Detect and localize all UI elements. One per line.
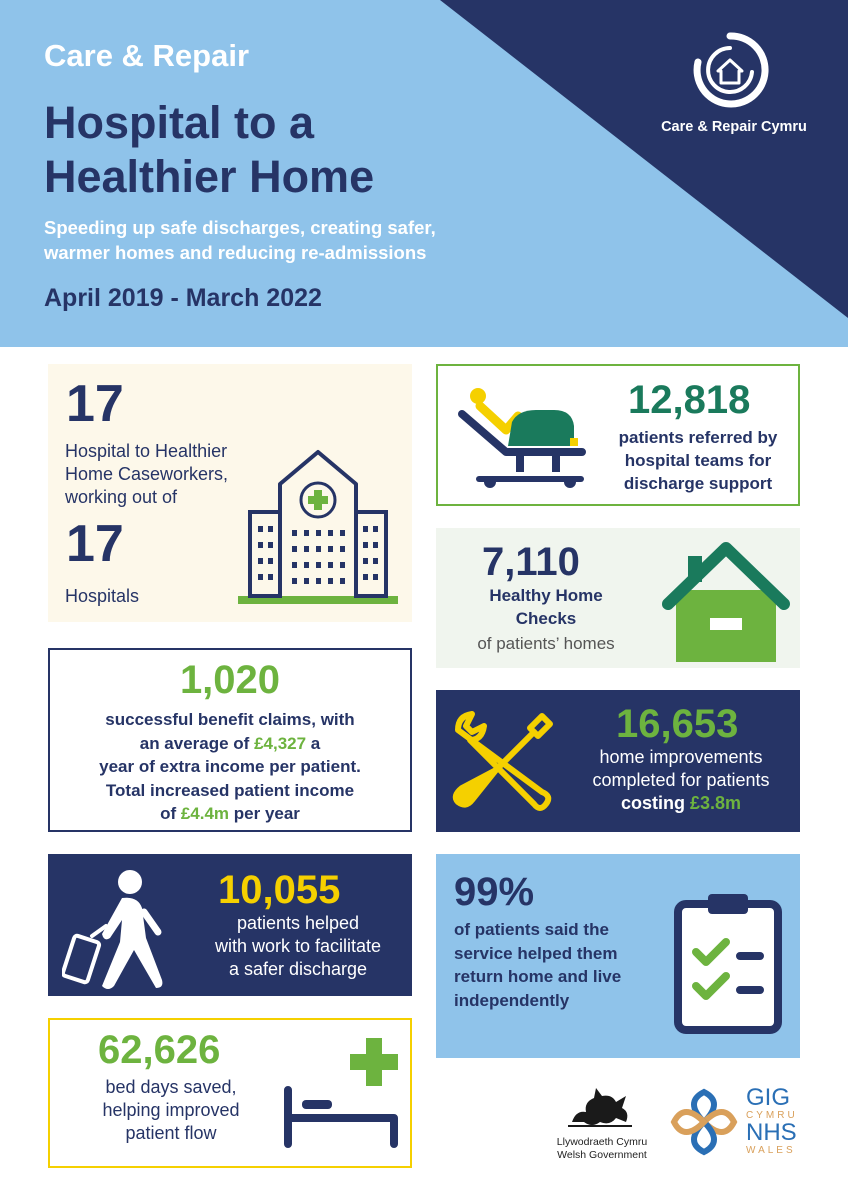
benefit-claims-card [48,648,412,832]
hospital-building-icon [234,446,402,608]
page-subtitle: Speeding up safe discharges, creating safer, warmer homes and reducing re-admissions [44,217,436,263]
improvements-label: home improvements completed for patients costing £3.8m [592,747,770,813]
tools-icon [450,708,558,816]
referrals-card [436,364,800,506]
clipboard-checklist-icon [672,890,784,1036]
checks-value: 7,110 [482,540,580,584]
average-amount: £4,327 [254,733,307,753]
home-improvements-card [436,690,800,832]
patient-stretcher-icon [456,386,586,490]
referrals-value: 12,818 [628,378,751,422]
helped-value: 10,055 [218,868,341,912]
bed-days-card [48,1018,412,1168]
caseworkers-card [48,364,412,622]
total-amount: £4.4m [180,804,230,823]
page-title: Hospital to a Healthier Home [44,97,375,202]
helped-label: patients helped with work to facilitate a safer discharge [214,913,382,979]
benefits-label: successful benefit claims, with an average of £4,327 a year of extra income per patient. Total increased patient income of £4.4m per year [99,710,361,823]
hospitals-count: 17 [66,515,124,573]
bed-days-value: 62,626 [98,1028,221,1072]
nhs-wales-knot-icon [668,1086,740,1158]
satisfaction-label: of patients said the service helped them return home and live independently [454,920,622,1010]
checks-sublabel: of patients’ homes [477,634,615,653]
bed-days-label: bed days saved, helping improved patient flow [102,1077,240,1143]
benefits-value: 1,020 [179,658,281,702]
caseworkers-label: Hospital to Healthier Home Caseworkers, working out of [65,441,229,507]
referrals-label: patients referred by hospital teams for discharge support [618,428,778,493]
date-range: April 2019 - March 2022 [44,284,322,312]
healthy-home-checks-card [436,528,800,668]
nhs-wales-logo-text: GIG CYMRU NHS WALES [746,1084,798,1156]
checks-label: Healthy Home Checks [489,586,603,628]
welsh-dragon-icon [566,1082,636,1132]
improvements-cost: £3.8m [689,793,742,813]
patients-helped-card [48,854,412,996]
satisfaction-value: 99% [454,870,535,914]
bed-medical-cross-icon [280,1034,404,1154]
brand-name: Care & Repair [44,38,250,73]
care-repair-logo-text: Care & Repair Cymru [661,119,807,135]
welsh-government-logo-text: Llywodraeth Cymru Welsh Government [556,1136,648,1161]
hospitals-label: Hospitals [65,586,140,606]
improvements-value: 16,653 [616,702,739,746]
care-repair-logo-icon [690,30,770,110]
caseworkers-count: 17 [66,375,124,433]
satisfaction-card [436,854,800,1058]
walking-person-luggage-icon [62,868,182,994]
house-icon [662,542,790,664]
header-banner [0,0,848,347]
